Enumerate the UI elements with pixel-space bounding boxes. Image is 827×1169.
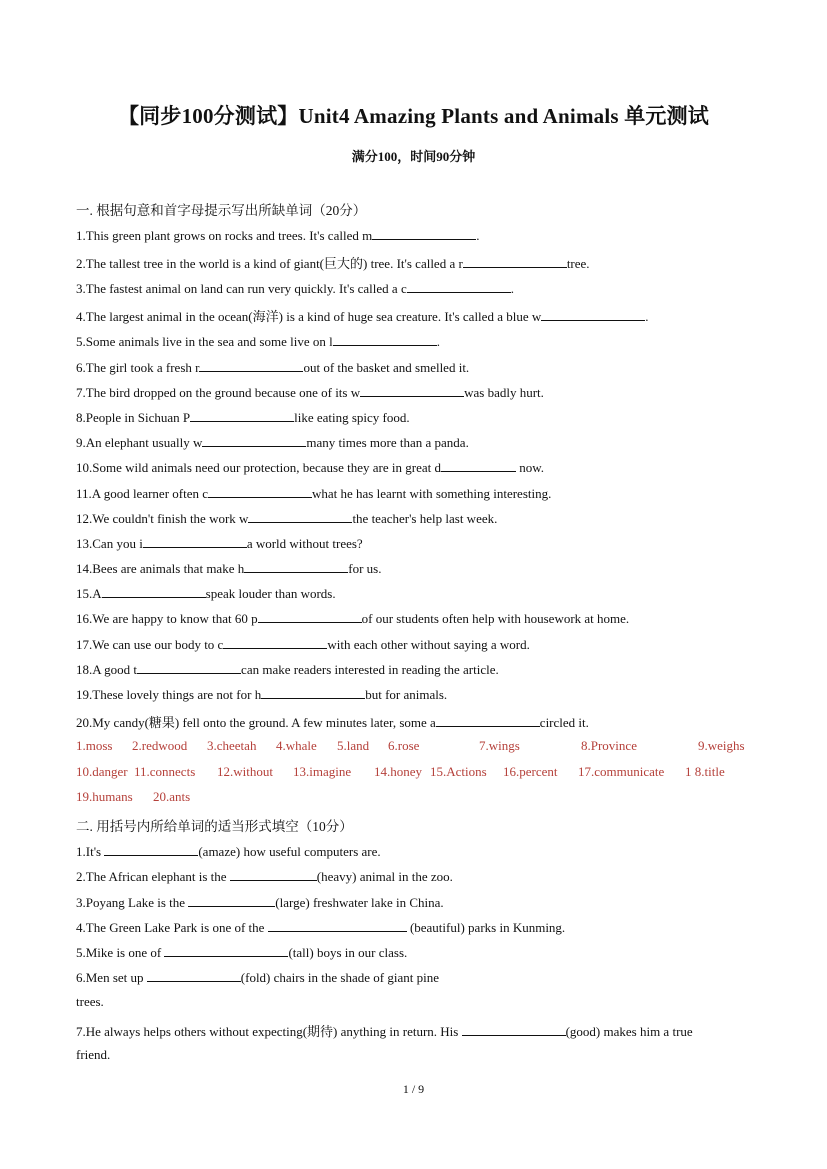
question-text: 17.We can use our body to c bbox=[76, 637, 224, 652]
answer-blank[interactable] bbox=[462, 1023, 566, 1036]
q7-wrap-text: friend. bbox=[76, 1047, 111, 1062]
answer-blank[interactable] bbox=[199, 359, 303, 372]
question-text-after: (fold) chairs in the shade of giant pine bbox=[240, 970, 439, 985]
question-text: 1.It's bbox=[76, 844, 105, 859]
question-text: 16.We are happy to know that 60 p bbox=[76, 611, 258, 626]
question-text-after: (large) freshwater lake in China. bbox=[275, 895, 444, 910]
s1-question-5 bbox=[76, 333, 440, 350]
question-text: 6.The girl took a fresh r bbox=[76, 360, 200, 375]
question-text-after: now. bbox=[515, 460, 545, 475]
question-text-after: . bbox=[510, 281, 514, 296]
question-text-after: . bbox=[645, 309, 649, 324]
question-text: 18.A good t bbox=[76, 662, 138, 677]
question-text-after: circled it. bbox=[539, 715, 589, 730]
s2-question-7 bbox=[76, 1021, 693, 1040]
s1-question-2 bbox=[76, 253, 590, 272]
question-text: 6.Men set up bbox=[76, 970, 147, 985]
s2-question-4 bbox=[76, 919, 565, 936]
s1-question-10 bbox=[76, 459, 544, 476]
question-text-after: (amaze) how useful computers are. bbox=[198, 844, 381, 859]
answer-4: 4.whale bbox=[276, 738, 317, 753]
answer-blank[interactable] bbox=[104, 843, 198, 856]
answer-18: 1 8.title bbox=[685, 764, 725, 779]
question-text: 15.A bbox=[76, 586, 102, 601]
answer-19: 19.humans bbox=[76, 789, 133, 804]
question-text-after: was badly hurt. bbox=[464, 385, 544, 400]
question-text-after: like eating spicy food. bbox=[294, 410, 410, 425]
answer-blank[interactable] bbox=[407, 280, 511, 293]
answer-blank[interactable] bbox=[463, 255, 567, 268]
answer-blank[interactable] bbox=[188, 894, 275, 907]
s1-question-19 bbox=[76, 686, 447, 703]
question-text: 2.The African elephant is the bbox=[76, 869, 230, 884]
question-text-after: of our students often help with housework at home. bbox=[361, 611, 630, 626]
question-text: 19.These lovely things are not for h bbox=[76, 687, 262, 702]
answer-8: 8.Province bbox=[581, 738, 637, 753]
answer-10: 10.danger bbox=[76, 764, 128, 779]
question-text: 2.The tallest tree in the world is a kind of giant(巨大的) tree. It's called a r bbox=[76, 256, 463, 271]
question-text-after: out of the basket and smelled it. bbox=[303, 360, 470, 375]
s1-question-4 bbox=[76, 306, 648, 325]
answer-blank[interactable] bbox=[261, 686, 365, 699]
answer-blank[interactable] bbox=[372, 227, 476, 240]
answer-7: 7.wings bbox=[479, 738, 520, 753]
answer-15: 15.Actions bbox=[430, 764, 487, 779]
s1-question-1 bbox=[76, 227, 479, 244]
answer-14: 14.honey bbox=[374, 764, 423, 779]
answer-17: 17.communicate bbox=[578, 764, 665, 779]
question-text-after: with each other without saying a word. bbox=[327, 637, 530, 652]
question-text: 14.Bees are animals that make h bbox=[76, 561, 245, 576]
answer-blank[interactable] bbox=[541, 308, 645, 321]
question-text: 7.The bird dropped on the ground because one of its w bbox=[76, 385, 361, 400]
question-text-after: (beautiful) parks in Kunming. bbox=[406, 920, 566, 935]
question-text: 3.Poyang Lake is the bbox=[76, 895, 189, 910]
answer-9: 9.weighs bbox=[698, 738, 745, 753]
answer-blank[interactable] bbox=[190, 409, 294, 422]
question-text: 20.My candy(糖果) fell onto the ground. A few minutes later, some a bbox=[76, 715, 436, 730]
answer-blank[interactable] bbox=[230, 868, 317, 881]
question-text: 3.The fastest animal on land can run very quickly. It's called a c bbox=[76, 281, 407, 296]
answer-blank[interactable] bbox=[258, 610, 362, 623]
s1-question-16 bbox=[76, 610, 629, 627]
answer-20: 20.ants bbox=[153, 789, 191, 804]
s1-question-18 bbox=[76, 661, 499, 678]
question-text-after: . bbox=[476, 228, 480, 243]
s1-question-3 bbox=[76, 280, 514, 297]
answer-blank[interactable] bbox=[268, 919, 407, 932]
question-text-after: what he has learnt with something interesting. bbox=[312, 486, 552, 501]
question-text-after: but for animals. bbox=[365, 687, 448, 702]
question-text: 1.This green plant grows on rocks and trees. It's called m bbox=[76, 228, 373, 243]
answer-blank[interactable] bbox=[223, 636, 327, 649]
s2-question-1 bbox=[76, 843, 381, 860]
question-text: 12.We couldn't finish the work w bbox=[76, 511, 249, 526]
question-text-after: . bbox=[436, 334, 440, 349]
question-text: 5.Mike is one of bbox=[76, 945, 165, 960]
question-text-after: speak louder than words. bbox=[205, 586, 336, 601]
answer-blank[interactable] bbox=[143, 535, 247, 548]
question-text-after: tree. bbox=[566, 256, 590, 271]
s2-question-3 bbox=[76, 894, 444, 911]
answer-16: 16.percent bbox=[503, 764, 558, 779]
question-text: 11.A good learner often c bbox=[76, 486, 208, 501]
answer-5: 5.land bbox=[337, 738, 370, 753]
question-text-after: many times more than a panda. bbox=[306, 435, 469, 450]
s1-question-8 bbox=[76, 409, 410, 426]
answer-2: 2.redwood bbox=[132, 738, 188, 753]
s1-question-9 bbox=[76, 434, 469, 451]
answer-blank[interactable] bbox=[202, 434, 306, 447]
question-text: 4.The largest animal in the ocean(海洋) is a kind of huge sea creature. It's called a blue w bbox=[76, 309, 542, 324]
s2-question-5 bbox=[76, 944, 407, 961]
page-subtitle: 满分100，时间90分钟 bbox=[351, 149, 476, 164]
question-text: 9.An elephant usually w bbox=[76, 435, 203, 450]
answer-13: 13.imagine bbox=[293, 764, 352, 779]
section2-heading: 二. 用括号内所给单词的适当形式填空（10分） bbox=[76, 819, 353, 834]
answer-3: 3.cheetah bbox=[207, 738, 257, 753]
s1-question-11 bbox=[76, 485, 551, 502]
s1-question-20 bbox=[76, 712, 589, 731]
answer-blank[interactable] bbox=[102, 585, 206, 598]
question-text: 7.He always helps others without expecting(期待) anything in return. His bbox=[76, 1024, 462, 1039]
answer-11: 11.connects bbox=[134, 764, 196, 779]
answer-blank[interactable] bbox=[137, 661, 241, 674]
question-text: 5.Some animals live in the sea and some live on l bbox=[76, 334, 333, 349]
section1-heading: 一. 根据句意和首字母提示写出所缺单词（20分） bbox=[76, 203, 367, 218]
s1-question-15 bbox=[76, 585, 336, 602]
question-text-after: (good) makes him a true bbox=[565, 1024, 693, 1039]
question-text: 10.Some wild animals need our protection, because they are in great d bbox=[76, 460, 441, 475]
answer-blank[interactable] bbox=[244, 560, 348, 573]
question-text-after: (heavy) animal in the zoo. bbox=[316, 869, 453, 884]
answer-blank[interactable] bbox=[441, 459, 516, 472]
question-text: 8.People in Sichuan P bbox=[76, 410, 191, 425]
page-title: 【同步100分测试】Unit4 Amazing Plants and Animals 单元测试 bbox=[117, 104, 710, 128]
question-text-after: a world without trees? bbox=[246, 536, 363, 551]
page-number: 1 / 9 bbox=[402, 1082, 425, 1096]
s2-question-6 bbox=[76, 969, 439, 986]
s1-question-13 bbox=[76, 535, 363, 552]
answer-1: 1.moss bbox=[76, 738, 113, 753]
answer-6: 6.rose bbox=[388, 738, 420, 753]
s1-question-14 bbox=[76, 560, 381, 577]
answer-blank[interactable] bbox=[333, 333, 437, 346]
s2-question-2 bbox=[76, 868, 453, 885]
q6-wrap-text: trees. bbox=[76, 994, 104, 1009]
s1-question-7 bbox=[76, 384, 544, 401]
answer-blank[interactable] bbox=[248, 510, 352, 523]
answer-blank[interactable] bbox=[208, 485, 312, 498]
question-text-after: can make readers interested in reading the article. bbox=[241, 662, 499, 677]
answer-blank[interactable] bbox=[164, 944, 288, 957]
s1-question-6 bbox=[76, 359, 469, 376]
question-text: 13.Can you i bbox=[76, 536, 143, 551]
s1-question-12 bbox=[76, 510, 497, 527]
answer-blank[interactable] bbox=[147, 969, 241, 982]
question-text: 4.The Green Lake Park is one of the bbox=[76, 920, 268, 935]
question-text-after: the teacher's help last week. bbox=[352, 511, 498, 526]
answer-blank[interactable] bbox=[436, 714, 540, 727]
question-text-after: for us. bbox=[348, 561, 382, 576]
s1-question-17 bbox=[76, 636, 530, 653]
answer-12: 12.without bbox=[217, 764, 273, 779]
answer-blank[interactable] bbox=[360, 384, 464, 397]
question-text-after: (tall) boys in our class. bbox=[288, 945, 408, 960]
